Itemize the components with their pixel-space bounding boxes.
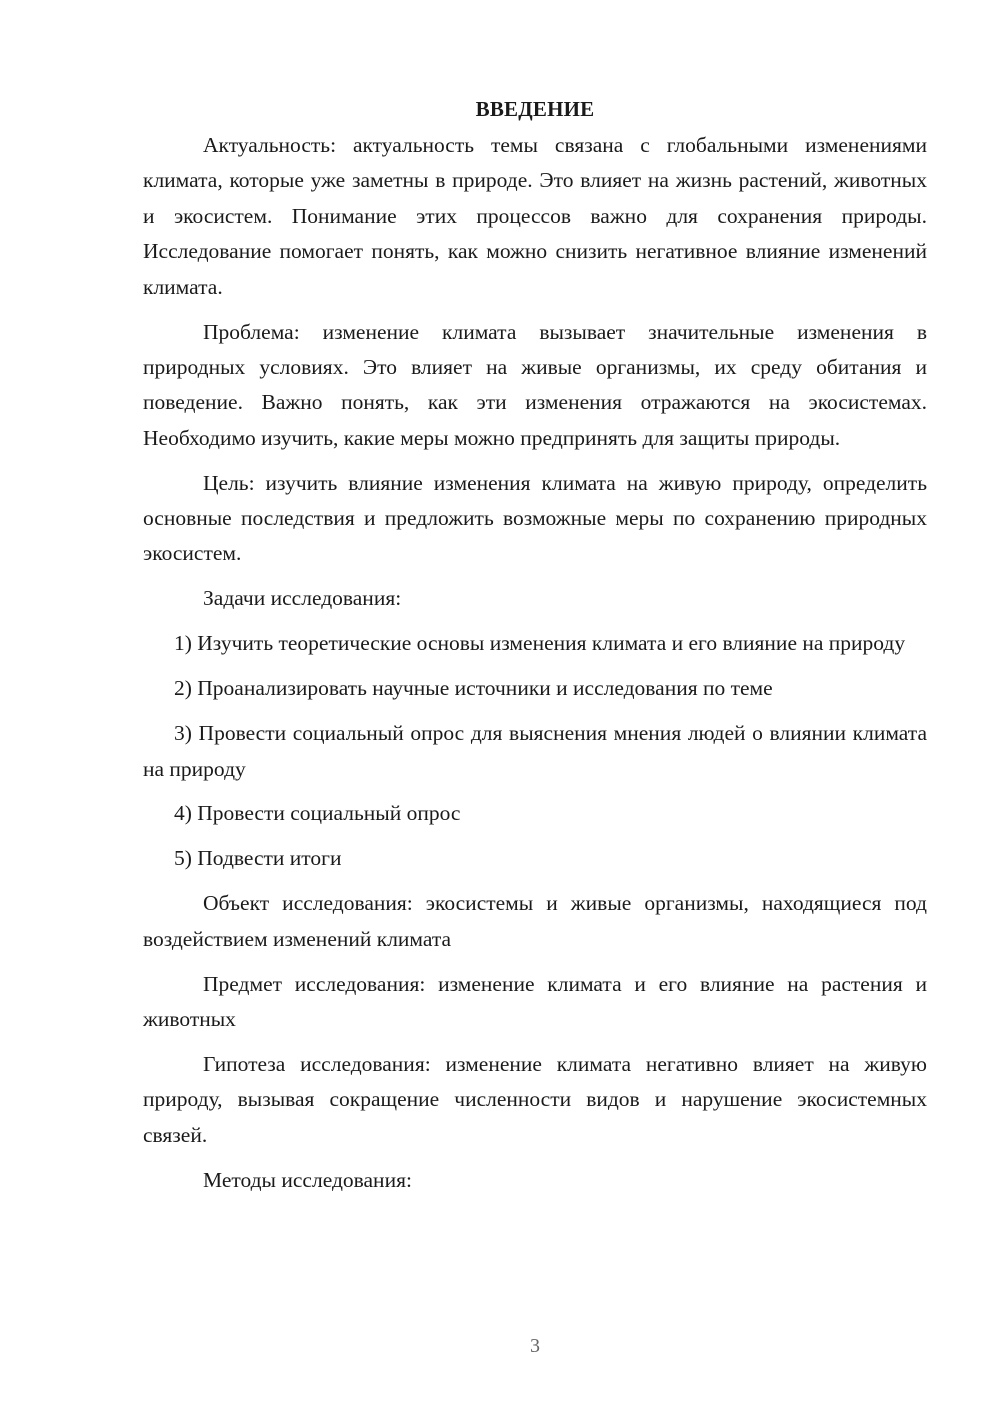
- page-content: [143, 92, 927, 1207]
- section-heading: ВВЕДЕНИЕ: [475, 97, 595, 121]
- task-item-5: 5) Подвести итоги: [174, 846, 342, 871]
- task-item-3: 3) Провести социальный опрос для выяснения мнения людей о влиянии климата на природу: [143, 721, 927, 781]
- goal-paragraph: Цель: изучить влияние изменения климата на живую природу, определить основные последствия и предложить возможные меры по сохранению природных экосистем.: [143, 470, 927, 566]
- problem-paragraph: Проблема: изменение климата вызывает значительные изменения в природных условиях. Это влияет на живые организмы, их среду обитания и поведение. Важно понять, как эти изменения отражаются на экосистемах. Необходимо изучить, какие меры можно предпринять для защиты природы.: [143, 319, 927, 450]
- object-paragraph: Объект исследования: экосистемы и живые организмы, находящиеся под воздействием изменений климата: [143, 891, 927, 951]
- subject-paragraph: Предмет исследования: изменение климата и его влияние на растения и животных: [143, 971, 927, 1031]
- hypothesis-paragraph: Гипотеза исследования: изменение климата негативно влияет на живую природу, вызывая сокращение численности видов и нарушение экосистемных связей.: [143, 1051, 927, 1147]
- tasks-heading-paragraph: Задачи исследования:: [203, 586, 402, 611]
- task-item-4: 4) Провести социальный опрос: [174, 801, 461, 826]
- task-item-1: 1) Изучить теоретические основы изменения климата и его влияние на природу: [174, 631, 906, 656]
- relevance-paragraph: Актуальность: актуальность темы связана с глобальными изменениями климата, которые уже заметны в природе. Это влияет на жизнь растений, животных и экосистем. Понимание этих процессов важно для сохранения природы. Исследование помогает понять, как можно снизить негативное влияние изменений климата.: [143, 133, 927, 299]
- methods-paragraph: Методы исследования:: [203, 1167, 412, 1192]
- page-number: 3: [530, 1335, 540, 1357]
- task-item-2: 2) Проанализировать научные источники и исследования по теме: [174, 676, 773, 701]
